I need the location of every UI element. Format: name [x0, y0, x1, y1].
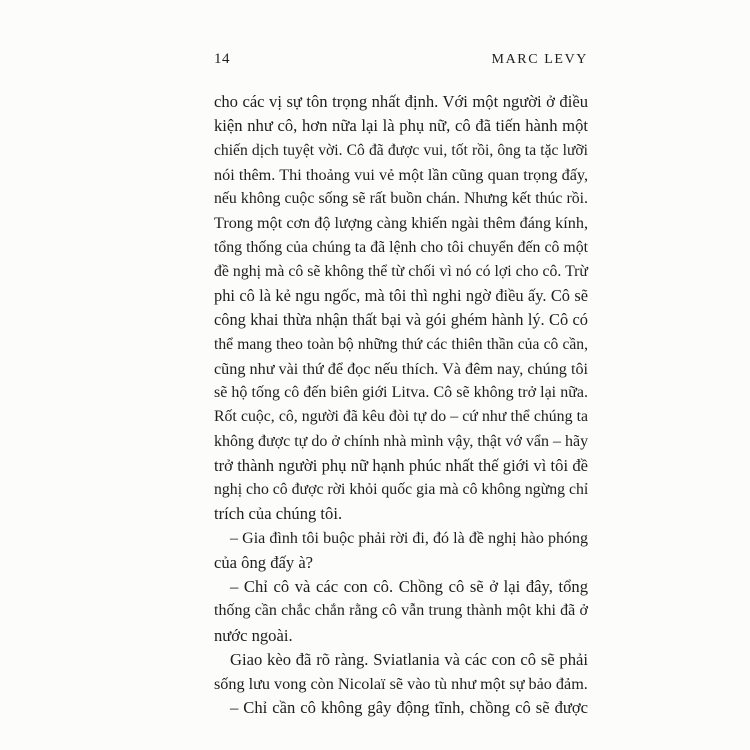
text-line: trích của chúng tôi.	[214, 504, 343, 524]
text-line: không được tự do ở chính nhà mình vậy, thật vớ vẩn – hãy	[214, 432, 589, 450]
text-line: thống cần chắc chắn rằng cô vẫn trung thành một khi đã ở	[214, 602, 588, 620]
page-number: 14	[214, 51, 230, 67]
text-line: công khai thừa nhận thất bại và gói ghém hành lý. Cô có	[214, 310, 588, 330]
text-line: Trong một cơn độ lượng càng khiến ngài thêm đáng kính,	[214, 214, 588, 233]
text-line: phi cô là kẻ ngu ngốc, mà tôi thì nghi ngờ điều ấy. Cô sẽ	[214, 286, 588, 305]
text-line: của ông đấy à?	[214, 552, 314, 572]
text-line: kiện như cô, hơn nữa lại là phụ nữ, cô đã tiến hành một	[214, 116, 588, 136]
text-line: sống lưu vong còn Nicolaï sẽ vào tù như một sự bảo đảm.	[214, 675, 588, 693]
text-line: thể mang theo toàn bộ những thứ các thiên thần của cô cần,	[214, 335, 588, 353]
text-line: nếu không cuộc sống sẽ rất buồn chán. Nhưng kết thúc rồi.	[214, 190, 588, 207]
text-line: nghị cho cô được rời khỏi quốc gia mà cô không ngừng chỉ	[214, 481, 589, 498]
running-head-author: MARC LEVY	[491, 52, 588, 67]
page-header	[214, 51, 588, 77]
body-text	[214, 90, 588, 721]
text-line: – Gia đình tôi buộc phải rời đi, đó là đề nghị hào phóng	[230, 529, 588, 547]
text-line: trở thành người phụ nữ hạnh phúc nhất thế giới vì tôi đề	[214, 455, 588, 475]
text-line: chiến dịch tuyệt vời. Cô đã được vui, tốt rồi, ông ta tặc lưỡi	[214, 141, 588, 159]
text-line: Rốt cuộc, cô, người đã kêu đòi tự do – cứ như thể chúng ta	[214, 408, 588, 426]
text-line: cũng như vài thứ để đọc nếu thích. Và đêm nay, chúng tôi	[214, 359, 589, 378]
text-line: nước ngoài.	[214, 625, 293, 645]
text-line: cho các vị sự tôn trọng nhất định. Với một người ở điều	[214, 92, 588, 111]
text-line: sẽ hộ tống cô đến biên giới Litva. Cô sẽ không trở lại nữa.	[214, 384, 588, 401]
text-line: – Chỉ cần cô không gây động tĩnh, chồng cô sẽ được	[230, 698, 588, 718]
text-line: tổng thống của chúng ta đã lệnh cho tôi chuyển đến cô một	[214, 238, 588, 256]
text-line: nói thêm. Thi thoảng vui vẻ một lần cũng quan trọng đấy,	[214, 165, 588, 184]
text-line: Giao kèo đã rõ ràng. Sviatlania và các con cô sẽ phải	[230, 649, 588, 669]
text-line: đề nghị mà cô sẽ không thể từ chối vì nó có lợi cho cô. Trừ	[214, 262, 588, 280]
text-line: – Chỉ cô và các con cô. Chồng cô sẽ ở lại đây, tổng	[230, 577, 588, 596]
